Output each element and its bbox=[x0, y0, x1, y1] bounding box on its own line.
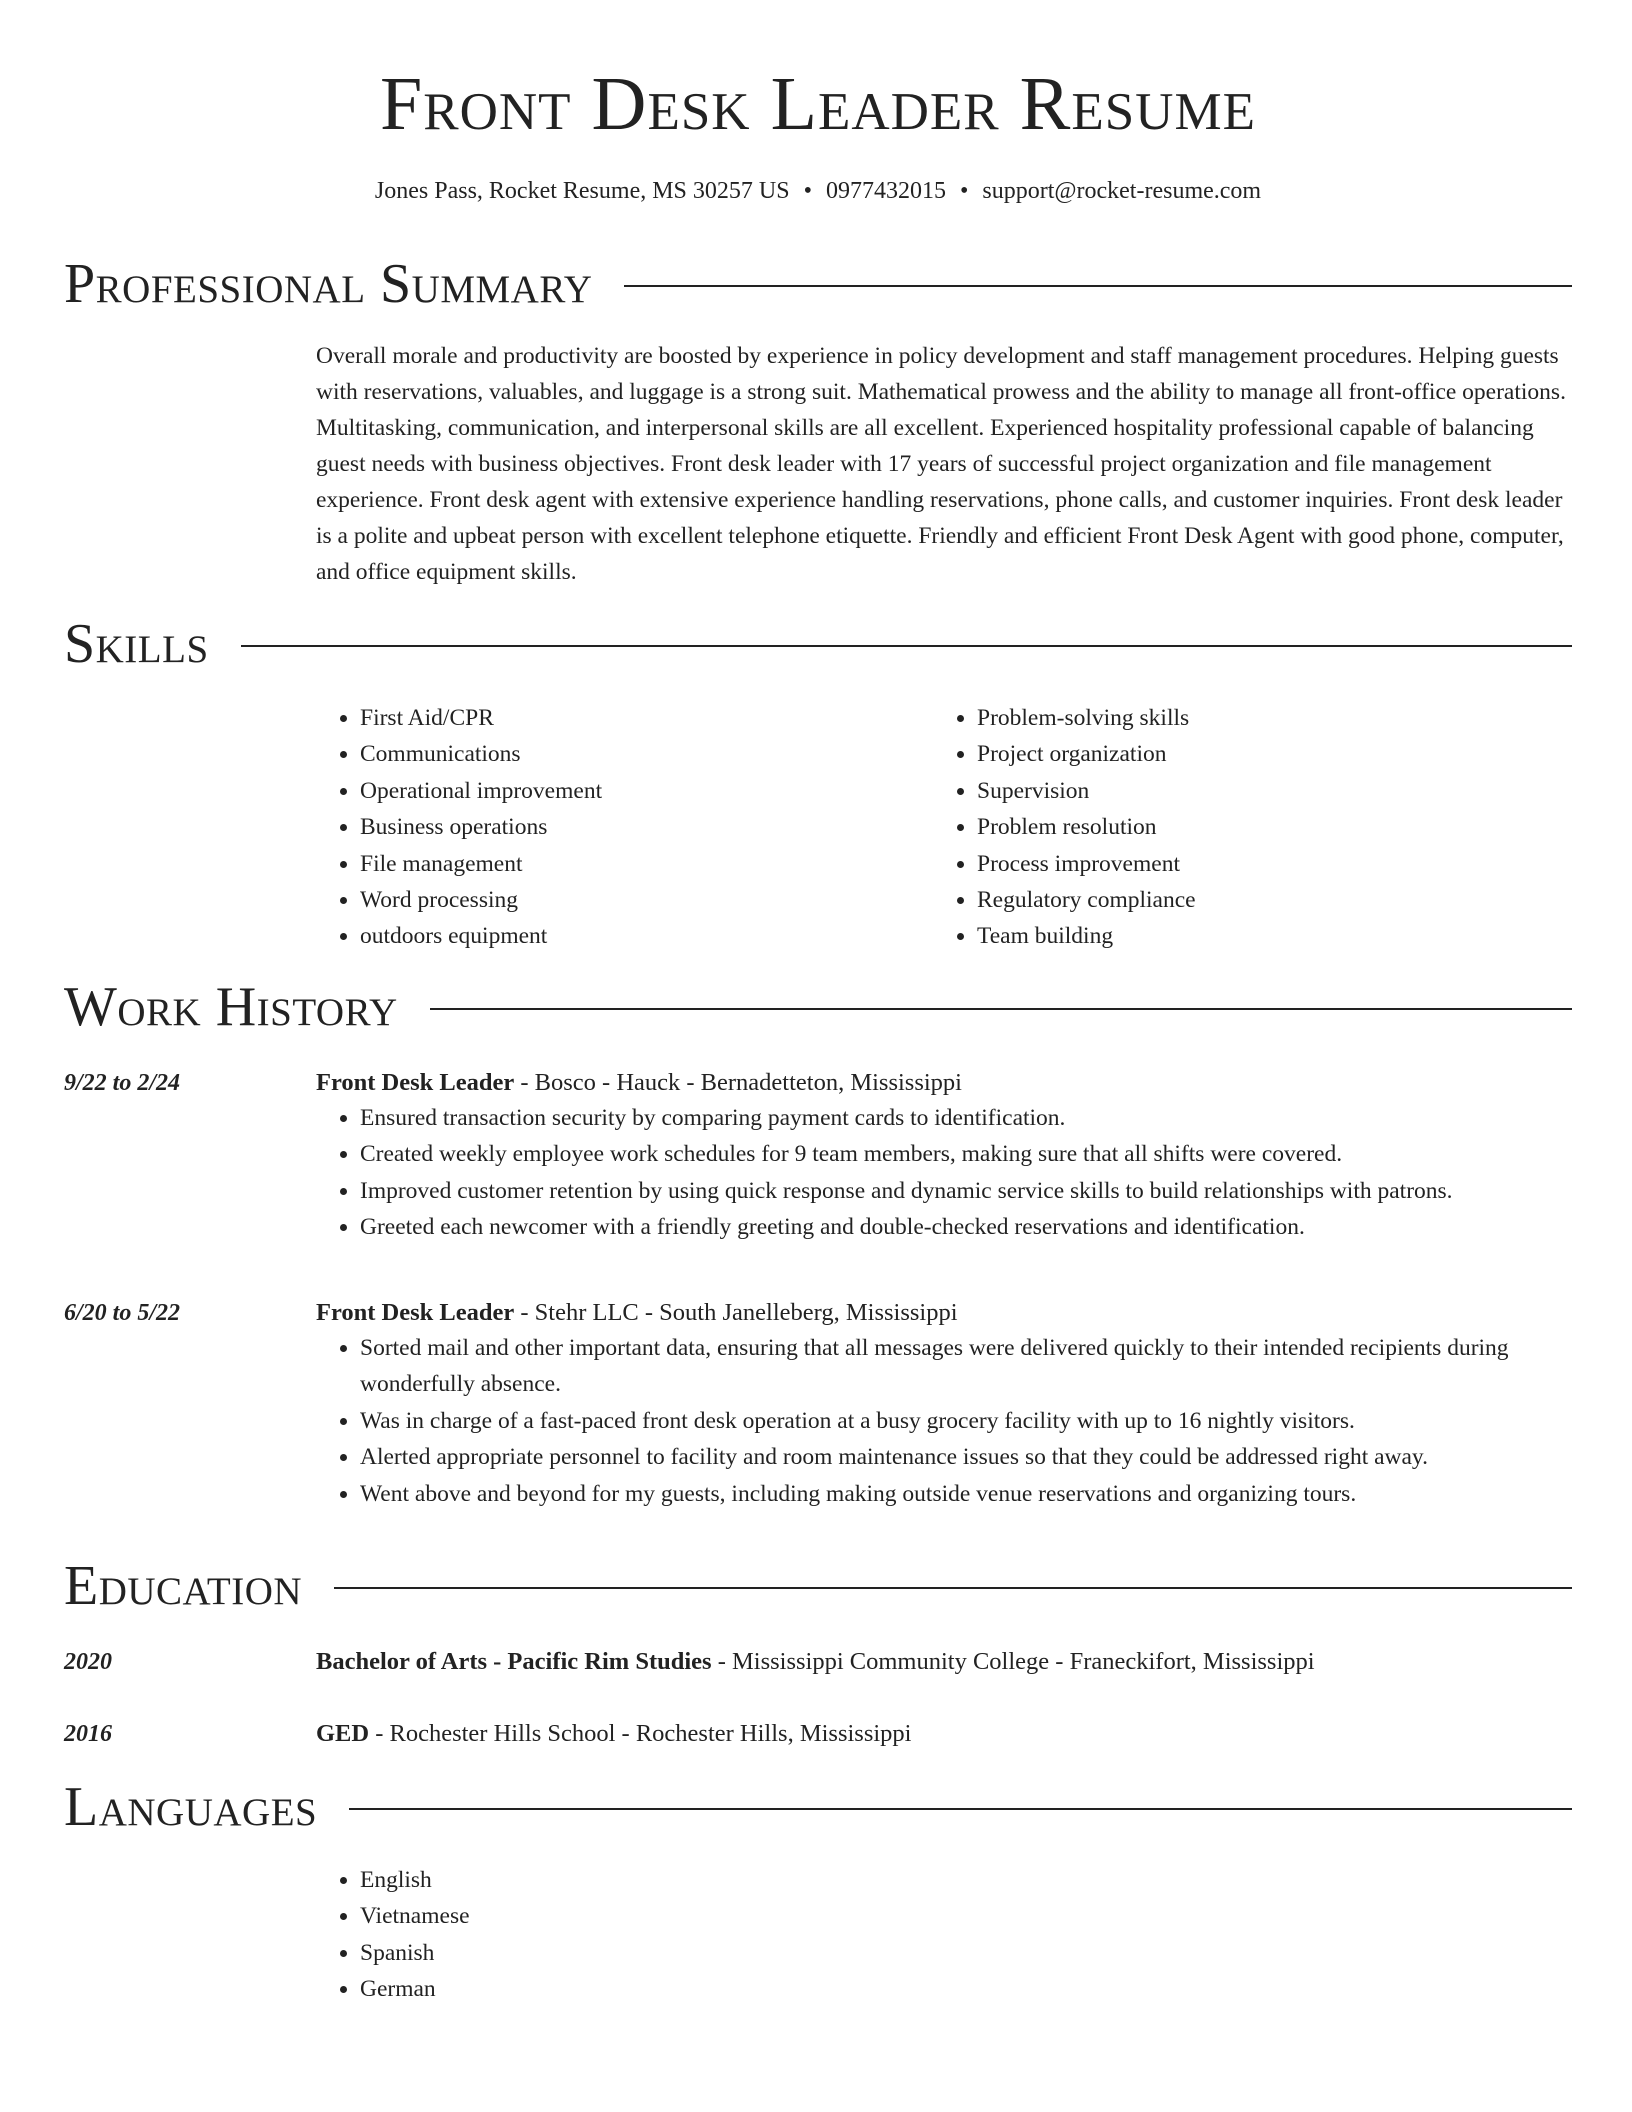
job-bullet: • Went above and beyond for my guests, including making outside venue reservations and organizing tours. bbox=[360, 1476, 1572, 1512]
skills-column-right bbox=[933, 700, 1533, 955]
section-divider bbox=[349, 1808, 1572, 1810]
job-dates: 6/20 to 5/22 bbox=[64, 1300, 181, 1326]
job-bullet: • Created weekly employee work schedules for 9 team members, making sure that all shifts were covered. bbox=[360, 1136, 1572, 1172]
section-divider bbox=[241, 645, 1572, 647]
education-section-title: Education bbox=[64, 1555, 303, 1617]
job-bullet: • Greeted each newcomer with a friendly greeting and double-checked reservations and identification. bbox=[360, 1209, 1572, 1245]
job-bullet: • Ensured transaction security by comparing payment cards to identification. bbox=[360, 1100, 1572, 1136]
education-year: 2020 bbox=[64, 1649, 112, 1675]
skill-item: • Process improvement bbox=[977, 846, 1533, 882]
skill-item: • outdoors equipment bbox=[360, 918, 916, 954]
education-year: 2016 bbox=[64, 1721, 112, 1747]
address-text: Jones Pass, Rocket Resume, MS 30257 US bbox=[374, 178, 790, 204]
job-content bbox=[316, 1066, 1572, 1246]
job-dates: 9/22 to 2/24 bbox=[64, 1070, 181, 1096]
job-role: Front Desk Leader bbox=[316, 1069, 515, 1096]
education-section-header bbox=[64, 1554, 1572, 1618]
education-content bbox=[316, 1717, 1572, 1751]
job-details: - Bosco - Hauck - Bernadetteton, Mississippi bbox=[514, 1069, 962, 1096]
education-degree: GED bbox=[316, 1720, 370, 1747]
skill-item: • Regulatory compliance bbox=[977, 882, 1533, 918]
job-bullet-list bbox=[316, 1330, 1572, 1512]
skill-item: • Operational improvement bbox=[360, 773, 916, 809]
skill-item: • Supervision bbox=[977, 773, 1533, 809]
job-role: Front Desk Leader bbox=[316, 1299, 515, 1326]
contact-line bbox=[64, 174, 1572, 208]
phone-text: 0977432015 bbox=[826, 178, 946, 204]
education-degree: Bachelor of Arts - Pacific Rim Studies bbox=[316, 1648, 712, 1675]
skill-item: • Business operations bbox=[360, 809, 916, 845]
section-divider bbox=[624, 285, 1572, 287]
skills-column-left bbox=[316, 700, 916, 955]
languages-list bbox=[316, 1862, 916, 2008]
skill-item: • Project organization bbox=[977, 736, 1533, 772]
job-bullet: • Was in charge of a fast-paced front desk operation at a busy grocery facility with up to 16 nightly visitors. bbox=[360, 1403, 1572, 1439]
job-bullet: • Sorted mail and other important data, ensuring that all messages were delivered quickly to their intended recipients during wonderfully absence. bbox=[360, 1330, 1572, 1403]
resume-title: Front Desk Leader Resume bbox=[380, 62, 1256, 146]
education-details: - Mississippi Community College - Franeckifort, Mississippi bbox=[711, 1648, 1315, 1675]
job-heading bbox=[316, 1296, 1572, 1330]
language-item: • German bbox=[360, 1971, 916, 2007]
skill-item: • Word processing bbox=[360, 882, 916, 918]
summary-section-header bbox=[64, 252, 1572, 316]
email-text: support@rocket-resume.com bbox=[982, 178, 1262, 204]
languages-section-title: Languages bbox=[64, 1776, 318, 1838]
job-bullet: • Alerted appropriate personnel to facility and room maintenance issues so that they could be addressed right away. bbox=[360, 1439, 1572, 1475]
skills-section-header bbox=[64, 612, 1572, 676]
summary-text: Overall morale and productivity are boosted by experience in policy development and staff management procedures. Helping guests with reservations, valuables, and luggage is a strong suit. Mathematical prowess and the ability to manage all front-office operations. Multitasking, communication, and interpersonal skills are all excellent. Experienced hospitality professional capable of balancing guest needs with business objectives. Front desk leader with 17 years of successful project organization and file management experience. Front desk agent with extensive experience handling reservations, phone calls, and customer inquiries. Front desk leader is a polite and upbeat person with excellent telephone etiquette. Friendly and efficient Front Desk Agent with good phone, computer, and office equipment skills. bbox=[316, 343, 1566, 585]
job-heading bbox=[316, 1066, 1572, 1100]
education-heading bbox=[316, 1645, 1572, 1679]
language-item: • Spanish bbox=[360, 1935, 916, 1971]
separator-dot: • bbox=[960, 178, 969, 204]
education-details: - Rochester Hills School - Rochester Hills, Mississippi bbox=[369, 1720, 912, 1747]
job-details: - Stehr LLC - South Janelleberg, Mississippi bbox=[514, 1299, 958, 1326]
skills-section-title: Skills bbox=[64, 613, 209, 675]
separator-dot: • bbox=[803, 178, 812, 204]
job-bullet-list bbox=[316, 1100, 1572, 1246]
section-divider bbox=[334, 1587, 1572, 1589]
job-content bbox=[316, 1296, 1572, 1512]
work-section-header bbox=[64, 975, 1572, 1039]
summary-section-title: Professional Summary bbox=[64, 253, 593, 315]
education-heading bbox=[316, 1717, 1572, 1751]
education-content bbox=[316, 1645, 1572, 1679]
skill-item: • Problem resolution bbox=[977, 809, 1533, 845]
language-item: • English bbox=[360, 1862, 916, 1898]
job-bullet: • Improved customer retention by using quick response and dynamic service skills to build relationships with patrons. bbox=[360, 1173, 1572, 1209]
skill-item: • File management bbox=[360, 846, 916, 882]
skill-item: • Team building bbox=[977, 918, 1533, 954]
language-item: • Vietnamese bbox=[360, 1898, 916, 1934]
skill-item: • Problem-solving skills bbox=[977, 700, 1533, 736]
section-divider bbox=[430, 1008, 1572, 1010]
work-section-title: Work History bbox=[64, 976, 398, 1038]
skill-item: • First Aid/CPR bbox=[360, 700, 916, 736]
languages-section-header bbox=[64, 1775, 1572, 1839]
skill-item: • Communications bbox=[360, 736, 916, 772]
